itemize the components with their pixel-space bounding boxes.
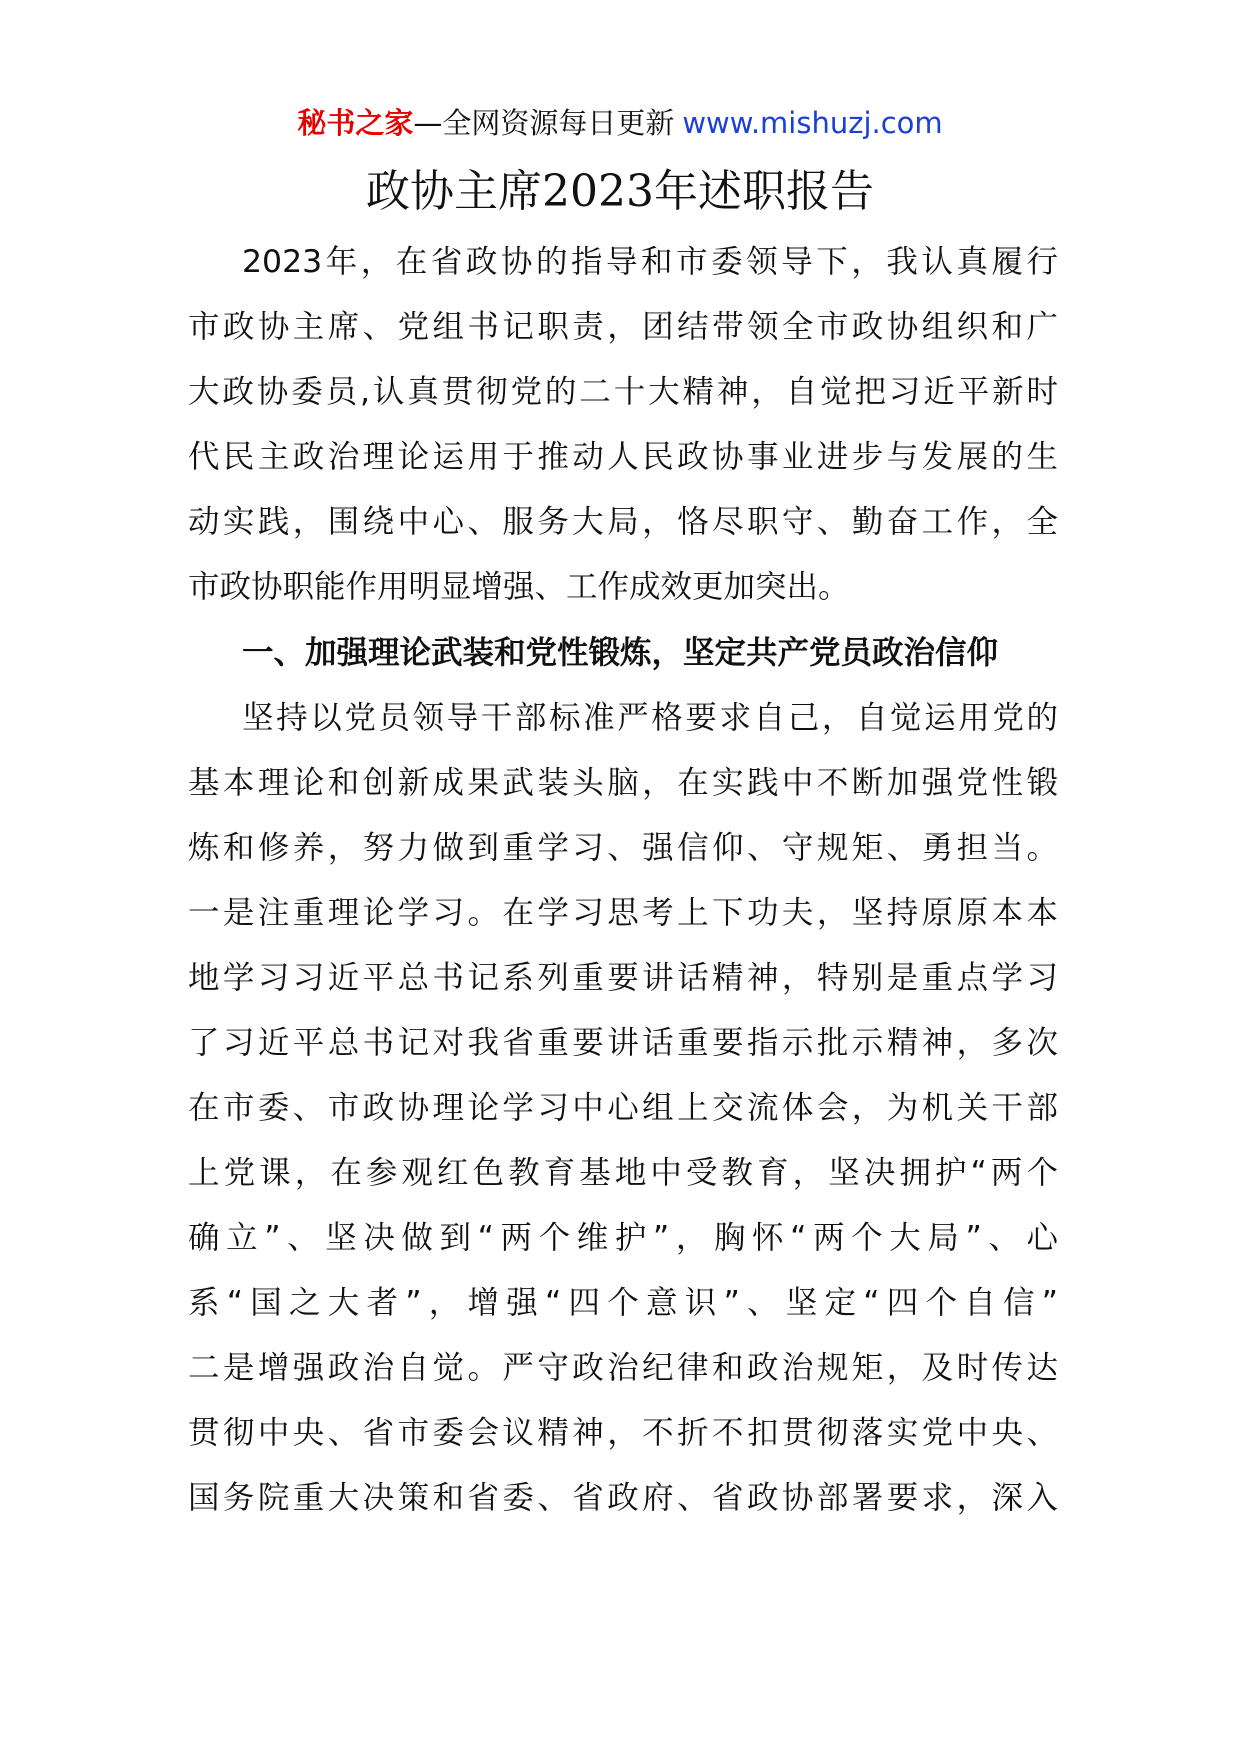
text-line: 坚持以党员领导干部标准严格要求自己，自觉运用党的 [242, 700, 1058, 736]
text-line: 上党课，在参观红色教育基地中受教育，坚决拥护“两个 [188, 1155, 1058, 1191]
text-line: 在市委、市政协理论学习中心组上交流体会，为机关干部 [188, 1090, 1058, 1126]
paragraph-intro [188, 230, 1058, 620]
text-line: 贯彻中央、省市委会议精神，不折不扣贯彻落实党中央、 [188, 1415, 1058, 1451]
text-line: 二是增强政治自觉。严守政治纪律和政治规矩，及时传达 [188, 1350, 1058, 1386]
paragraph-section1 [188, 686, 1058, 1531]
text-line: 国务院重大决策和省委、省政府、省政协部署要求，深入 [188, 1480, 1058, 1516]
text-line: 动实践，围绕中心、服务大局，恪尽职守、勤奋工作，全 [188, 504, 1058, 540]
text-line: 炼和修养，努力做到重学习、强信仰、守规矩、勇担当。 [188, 830, 1058, 866]
brand-name: 秘书之家 [297, 106, 414, 140]
section-heading: 一、加强理论武装和党性锻炼，坚定共产党员政治信仰 [242, 635, 999, 671]
text-line: 代民主政治理论运用于推动人民政协事业进步与发展的生 [188, 439, 1058, 475]
header-tagline: —全网资源每日更新 [413, 106, 675, 140]
text-line: 市政协职能作用明显增强、工作成效更加突出。 [188, 569, 850, 605]
site-header [0, 100, 1240, 146]
text-line: 确立”、坚决做到“两个维护”，胸怀“两个大局”、心 [188, 1220, 1058, 1256]
text-line: 2023年，在省政协的指导和市委领导下，我认真履行 [242, 244, 1058, 280]
text-line: 了习近平总书记对我省重要讲话重要指示批示精神，多次 [188, 1025, 1058, 1061]
text-line: 基本理论和创新成果武装头脑，在实践中不断加强党性锻 [188, 765, 1058, 801]
text-line: 市政协主席、党组书记职责，团结带领全市政协组织和广 [188, 309, 1058, 345]
text-line: 地学习习近平总书记系列重要讲话精神，特别是重点学习 [188, 960, 1058, 996]
document-title: 政协主席2023年述职报告 [366, 166, 874, 217]
text-line: 大政协委员,认真贯彻党的二十大精神，自觉把习近平新时 [188, 374, 1058, 410]
text-line: 一是注重理论学习。在学习思考上下功夫，坚持原原本本 [188, 895, 1058, 931]
site-url-link[interactable]: www.mishuzj.com [682, 106, 943, 140]
text-line: 系“国之大者”，增强“四个意识”、坚定“四个自信” [188, 1285, 1058, 1321]
document-body [188, 230, 1058, 1531]
